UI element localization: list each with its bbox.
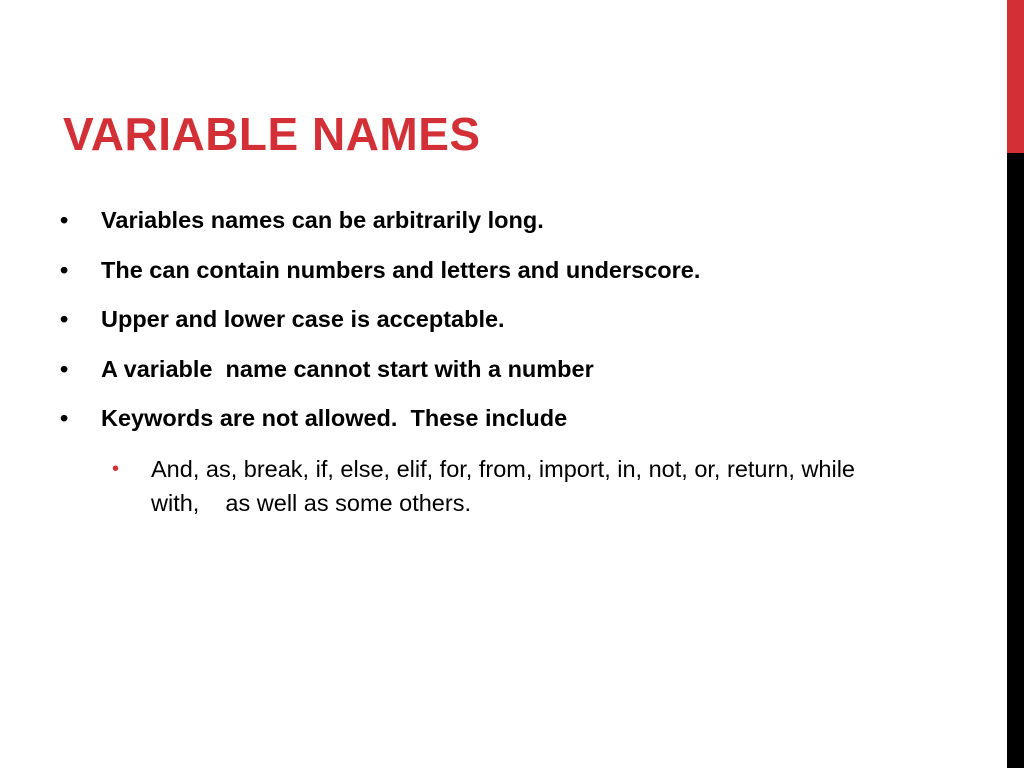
bullet-icon: • <box>60 256 69 283</box>
accent-bar-red <box>1007 0 1024 153</box>
bullet-item <box>60 302 960 352</box>
bullet-item <box>60 352 960 402</box>
bullet-text: Keywords are not allowed. These include <box>101 405 568 431</box>
bullet-text: The can contain numbers and letters and underscore. <box>101 256 701 283</box>
accent-bar-black <box>1007 153 1024 768</box>
bullet-icon: • <box>60 207 69 233</box>
bullet-item <box>60 203 960 253</box>
bullet-text: Variables names can be arbitrarily long. <box>101 207 544 233</box>
sub-bullet-icon: • <box>112 458 120 480</box>
bullet-text: A variable name cannot start with a number <box>101 355 594 382</box>
slide-title: VARIABLE NAMES <box>63 108 481 160</box>
bullet-icon: • <box>60 306 69 332</box>
bullet-item <box>60 401 960 451</box>
bullet-list <box>60 203 960 451</box>
bullet-text: Upper and lower case is acceptable. <box>101 306 505 332</box>
bullet-item <box>60 253 960 303</box>
bullet-icon: • <box>60 405 69 431</box>
bullet-icon: • <box>60 355 69 382</box>
sub-bullet-text: And, as, break, if, else, elif, for, from, import, in, not, or, return, while with, as well as some others. <box>151 456 862 516</box>
